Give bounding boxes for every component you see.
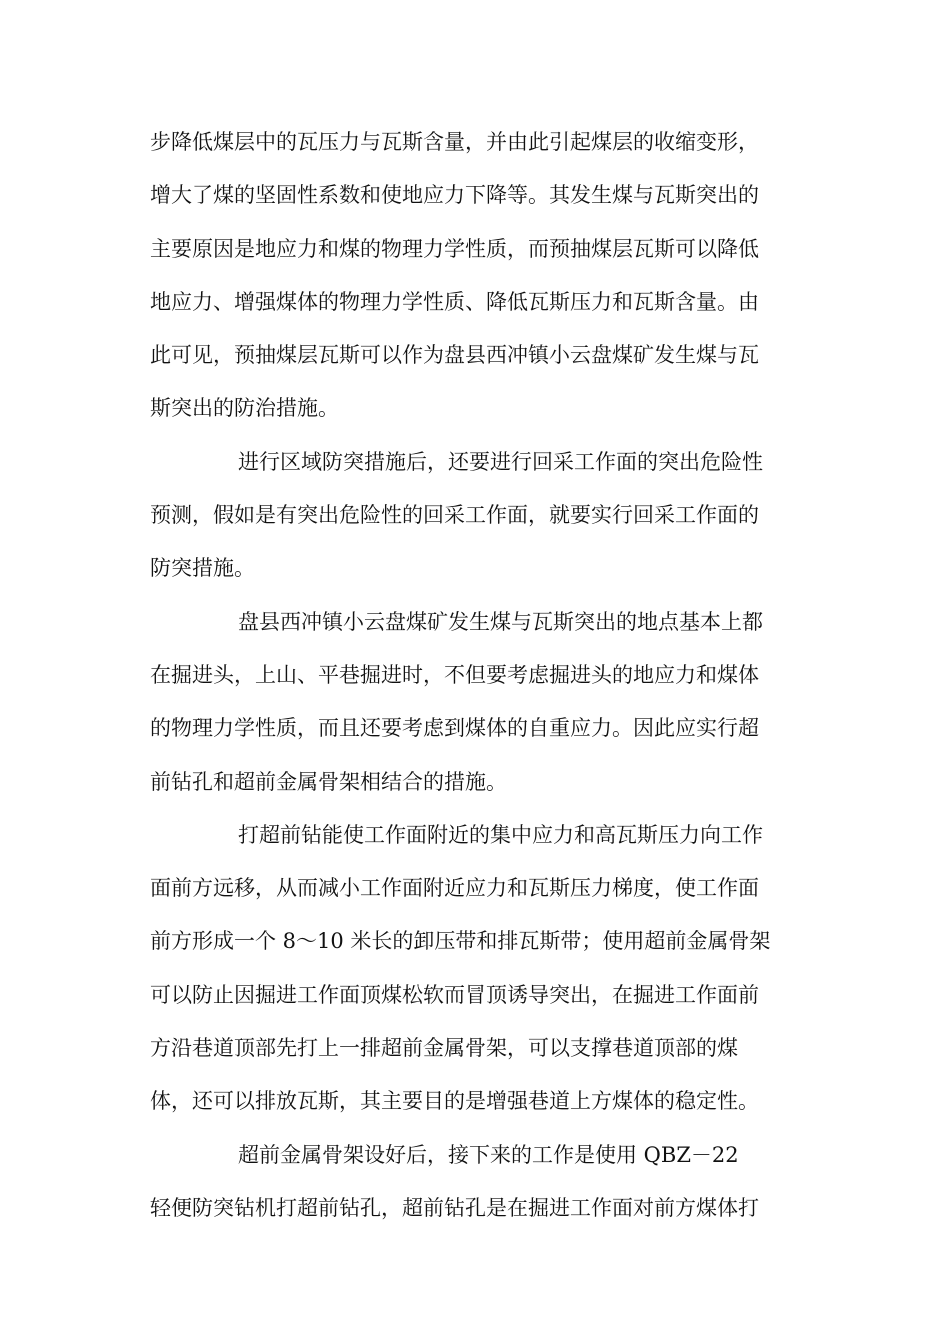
text-line: 斯突出的防治措施。 xyxy=(150,396,339,421)
text-line: 面前方远移，从而减小工作面附近应力和瓦斯压力梯度，使工作面 xyxy=(150,876,759,901)
text-line: 方沿巷道顶部先打上一排超前金属骨架，可以支撑巷道顶部的煤 xyxy=(150,1036,738,1061)
text-line: 体，还可以排放瓦斯，其主要目的是增强巷道上方煤体的稳定性。 xyxy=(150,1089,759,1114)
text-line: 此可见，预抽煤层瓦斯可以作为盘县西冲镇小云盘煤矿发生煤与瓦 xyxy=(150,343,759,368)
text-line: 步降低煤层中的瓦压力与瓦斯含量，并由此引起煤层的收缩变形， xyxy=(150,130,759,154)
text-line: 防突措施。 xyxy=(150,556,255,581)
text-line: 轻便防突钻机打超前钻孔，超前钻孔是在掘进工作面对前方煤体打 xyxy=(150,1195,759,1220)
text-line: 地应力、增强煤体的物理力学性质、降低瓦斯压力和瓦斯含量。由 xyxy=(150,289,759,314)
text-line: 主要原因是地应力和煤的物理力学性质，而预抽煤层瓦斯可以降低 xyxy=(150,236,759,261)
text-line: 增大了煤的坚固性系数和使地应力下降等。其发生煤与瓦斯突出的 xyxy=(150,183,759,208)
paragraph-start-line: 超前金属骨架设好后，接下来的工作是使用 QBZ－22 xyxy=(238,1142,739,1167)
paragraph-start-line: 盘县西冲镇小云盘煤矿发生煤与瓦斯突出的地点基本上都 xyxy=(238,609,763,634)
text-line: 前方形成一个 8～10 米长的卸压带和排瓦斯带；使用超前金属骨架 xyxy=(150,929,771,954)
paragraph-start-line: 打超前钻能使工作面附近的集中应力和高瓦斯压力向工作 xyxy=(238,822,763,847)
text-line: 预测，假如是有突出危险性的回采工作面，就要实行回采工作面的 xyxy=(150,503,759,528)
text-line: 在掘进头，上山、平巷掘进时，不但要考虑掘进头的地应力和煤体 xyxy=(150,662,759,687)
document-body xyxy=(150,116,810,1235)
text-line: 前钻孔和超前金属骨架相结合的措施。 xyxy=(150,769,507,794)
paragraph-start-line: 进行区域防突措施后，还要进行回采工作面的突出危险性 xyxy=(238,449,763,474)
text-line: 的物理力学性质，而且还要考虑到煤体的自重应力。因此应实行超 xyxy=(150,716,759,741)
text-line: 可以防止因掘进工作面顶煤松软而冒顶诱导突出，在掘进工作面前 xyxy=(150,982,759,1007)
